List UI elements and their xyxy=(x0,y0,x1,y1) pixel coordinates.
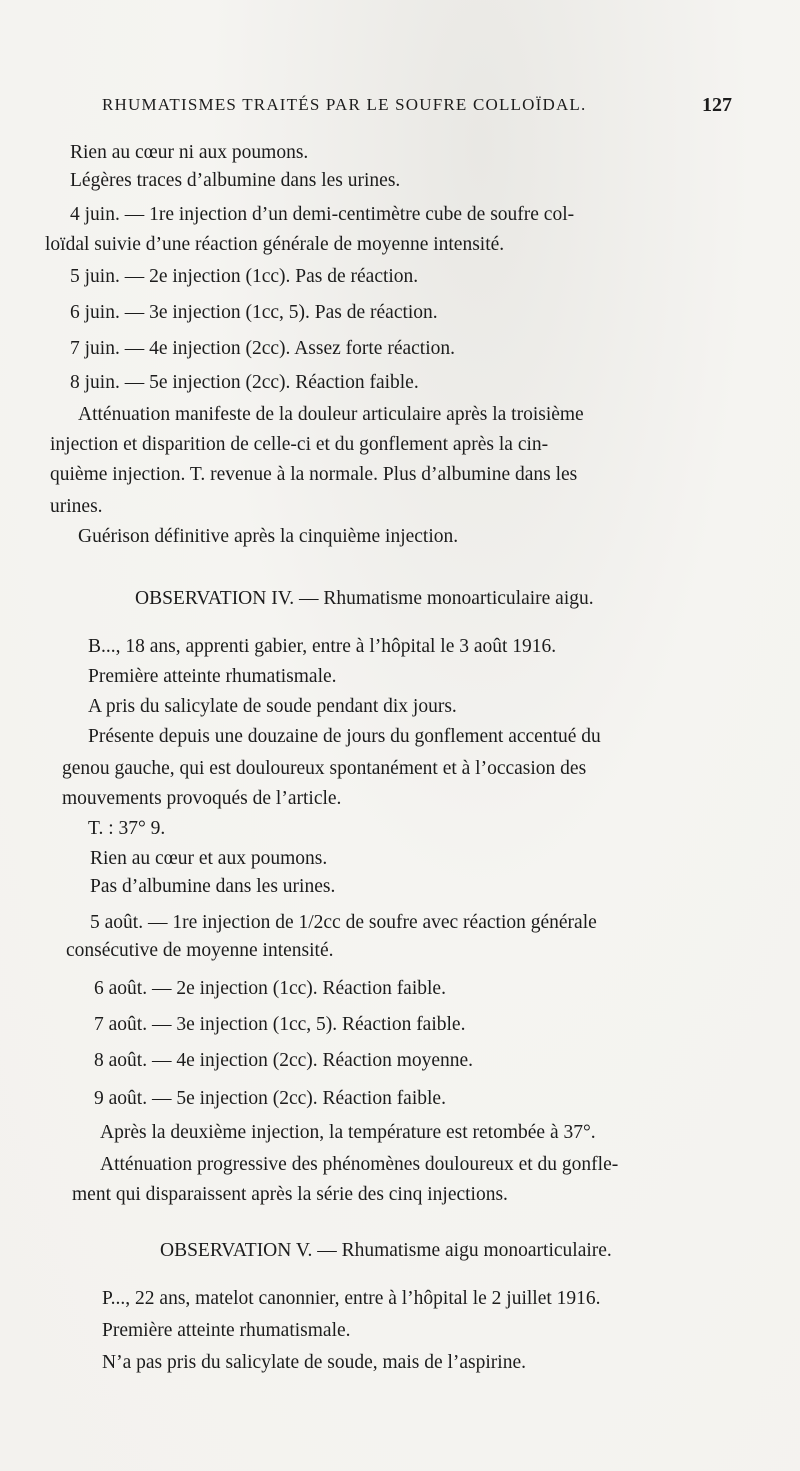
text-line: loïdal suivie d’une réaction générale de moyenne intensité. xyxy=(45,234,505,255)
text-line: Guérison définitive après la cinquième injection. xyxy=(78,526,459,547)
text-line: N’a pas pris du salicylate de soude, mais de l’aspirine. xyxy=(102,1352,527,1373)
text-line: Rien au cœur ni aux poumons. xyxy=(70,142,309,163)
text-line: Légères traces d’albumine dans les urines. xyxy=(70,170,401,191)
text-line: A pris du salicylate de soude pendant dix jours. xyxy=(88,696,457,717)
text-line: 5 juin. — 2e injection (1cc). Pas de réaction. xyxy=(70,266,419,287)
text-line: Après la deuxième injection, la température est retombée à 37°. xyxy=(100,1122,596,1143)
text-line: injection et disparition de celle-ci et du gonflement après la cin- xyxy=(50,434,549,455)
text-line: Atténuation progressive des phénomènes douloureux et du gonfle- xyxy=(100,1154,619,1175)
text-line: 8 juin. — 5e injection (2cc). Réaction faible. xyxy=(70,372,419,393)
text-line: 8 août. — 4e injection (2cc). Réaction moyenne. xyxy=(94,1050,474,1071)
text-line: genou gauche, qui est douloureux spontanément et à l’occasion des xyxy=(62,758,587,779)
text-line: 7 juin. — 4e injection (2cc). Assez forte réaction. xyxy=(70,338,455,359)
text-line: B..., 18 ans, apprenti gabier, entre à l’hôpital le 3 août 1916. xyxy=(88,636,557,657)
text-line: Rien au cœur et aux poumons. xyxy=(90,848,328,869)
text-line: quième injection. T. revenue à la normale. Plus d’albumine dans les xyxy=(50,464,578,485)
text-line: consécutive de moyenne intensité. xyxy=(66,940,334,961)
text-line: 7 août. — 3e injection (1cc, 5). Réaction faible. xyxy=(94,1014,466,1035)
text-line: Atténuation manifeste de la douleur articulaire après la troisième xyxy=(78,404,584,425)
text-line: urines. xyxy=(50,496,103,517)
text-line: P..., 22 ans, matelot canonnier, entre à l’hôpital le 2 juillet 1916. xyxy=(102,1288,601,1309)
text-line: 9 août. — 5e injection (2cc). Réaction faible. xyxy=(94,1088,446,1109)
text-line: 4 juin. — 1re injection d’un demi-centimètre cube de soufre col- xyxy=(70,204,575,225)
text-line: 6 juin. — 3e injection (1cc, 5). Pas de réaction. xyxy=(70,302,438,323)
text-line: Présente depuis une douzaine de jours du gonflement accentué du xyxy=(88,726,601,747)
text-line: Première atteinte rhumatismale. xyxy=(88,666,337,687)
text-line: T. : 37° 9. xyxy=(88,818,166,839)
page-number: 127 xyxy=(702,94,732,116)
text-line: 5 août. — 1re injection de 1/2cc de soufre avec réaction générale xyxy=(90,912,597,933)
text-line: 6 août. — 2e injection (1cc). Réaction faible. xyxy=(94,978,446,999)
text-line: Première atteinte rhumatismale. xyxy=(102,1320,351,1341)
text-line: ment qui disparaissent après la série des cinq injections. xyxy=(72,1184,508,1205)
section-heading: OBSERVATION V. — Rhumatisme aigu monoarticulaire. xyxy=(160,1240,612,1261)
text-line: Pas d’albumine dans les urines. xyxy=(90,876,336,897)
text-line: mouvements provoqués de l’article. xyxy=(62,788,342,809)
running-header: RHUMATISMES TRAITÉS PAR LE SOUFRE COLLOÏDAL. xyxy=(102,95,587,114)
section-heading: OBSERVATION IV. — Rhumatisme monoarticulaire aigu. xyxy=(135,588,594,609)
